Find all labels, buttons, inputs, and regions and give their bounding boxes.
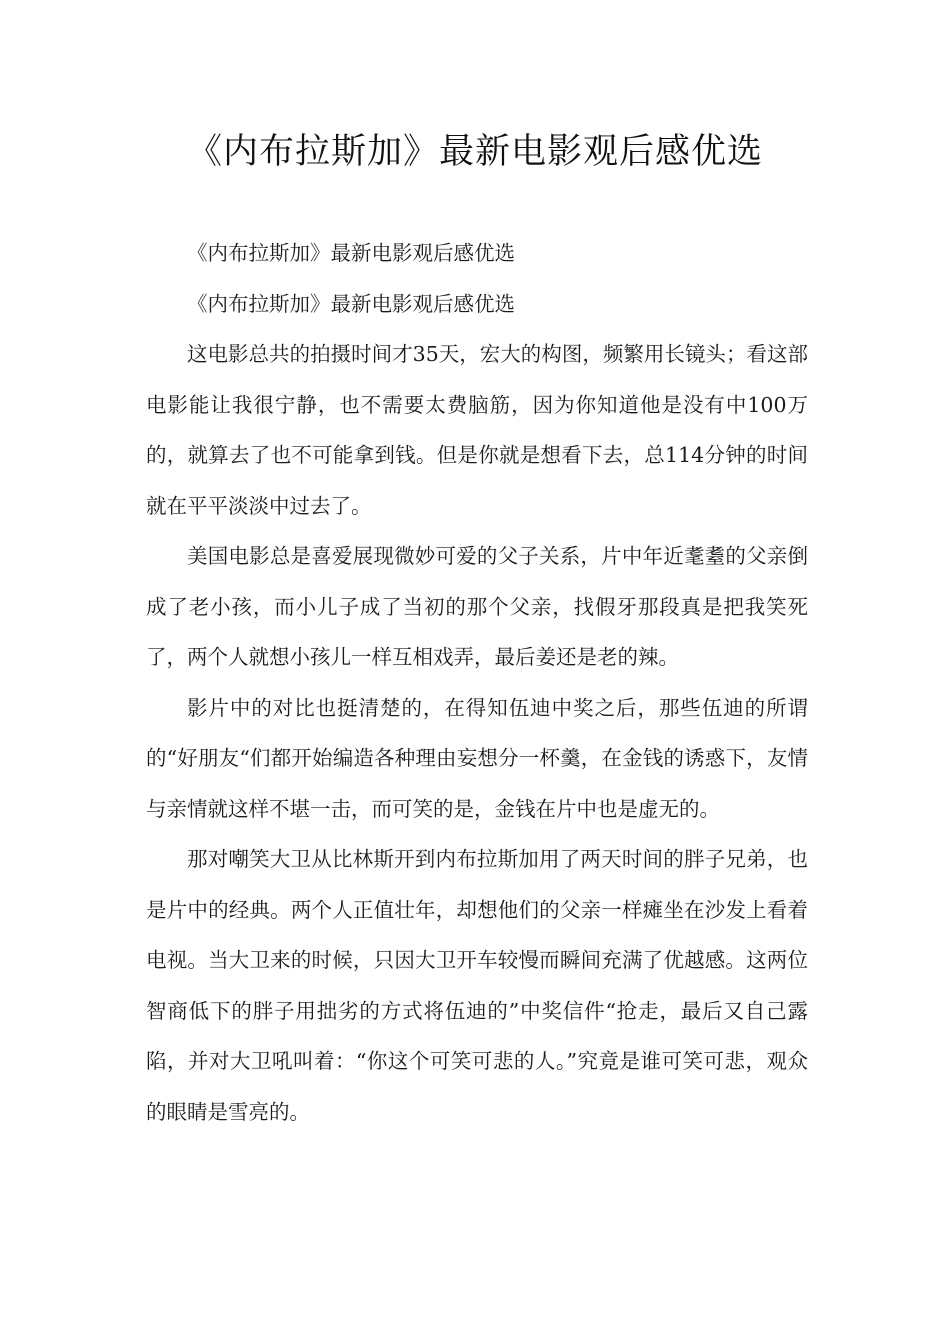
paragraph: 《内布拉斯加》最新电影观后感优选 bbox=[187, 291, 515, 316]
paragraph: 《内布拉斯加》最新电影观后感优选 bbox=[187, 241, 515, 265]
paragraph: 这电影总共的拍摄时间才35天，宏大的构图，频繁用长镜头；看这部电影能让我很宁静，也不需要太费脑筋，因为你知道他是没有中100万的，就算去了也不可能拿到钱。但是你就是想看下去，总114分钟的时间就在平平淡淡中过去了。 bbox=[146, 342, 808, 518]
document-body bbox=[146, 228, 808, 1137]
paragraph: 那对嘲笑大卫从比林斯开到内布拉斯加用了两天时间的胖子兄弟，也是片中的经典。两个人正值壮年，却想他们的父亲一样瘫坐在沙发上看着电视。当大卫来的时候，只因大卫开车较慢而瞬间充满了优越感。这两位智商低下的胖子用拙劣的方式将伍迪的”中奖信件“抢走，最后又自己露陷，并对大卫吼叫着：“你这个可笑可悲的人。”究竟是谁可笑可悲，观众的眼睛是雪亮的。 bbox=[146, 847, 808, 1124]
document-title: 《内布拉斯加》最新电影观后感优选 bbox=[186, 132, 763, 172]
paragraph: 影片中的对比也挺清楚的，在得知伍迪中奖之后，那些伍迪的所谓的“好朋友“们都开始编造各种理由妄想分一杯羹，在金钱的诱惑下，友情与亲情就这样不堪一击，而可笑的是，金钱在片中也是虚无的。 bbox=[146, 695, 808, 821]
paragraph: 美国电影总是喜爱展现微妙可爱的父子关系，片中年近耄耋的父亲倒成了老小孩，而小儿子成了当初的那个父亲，找假牙那段真是把我笑死了，两个人就想小孩儿一样互相戏弄，最后姜还是老的辣。 bbox=[146, 544, 808, 669]
